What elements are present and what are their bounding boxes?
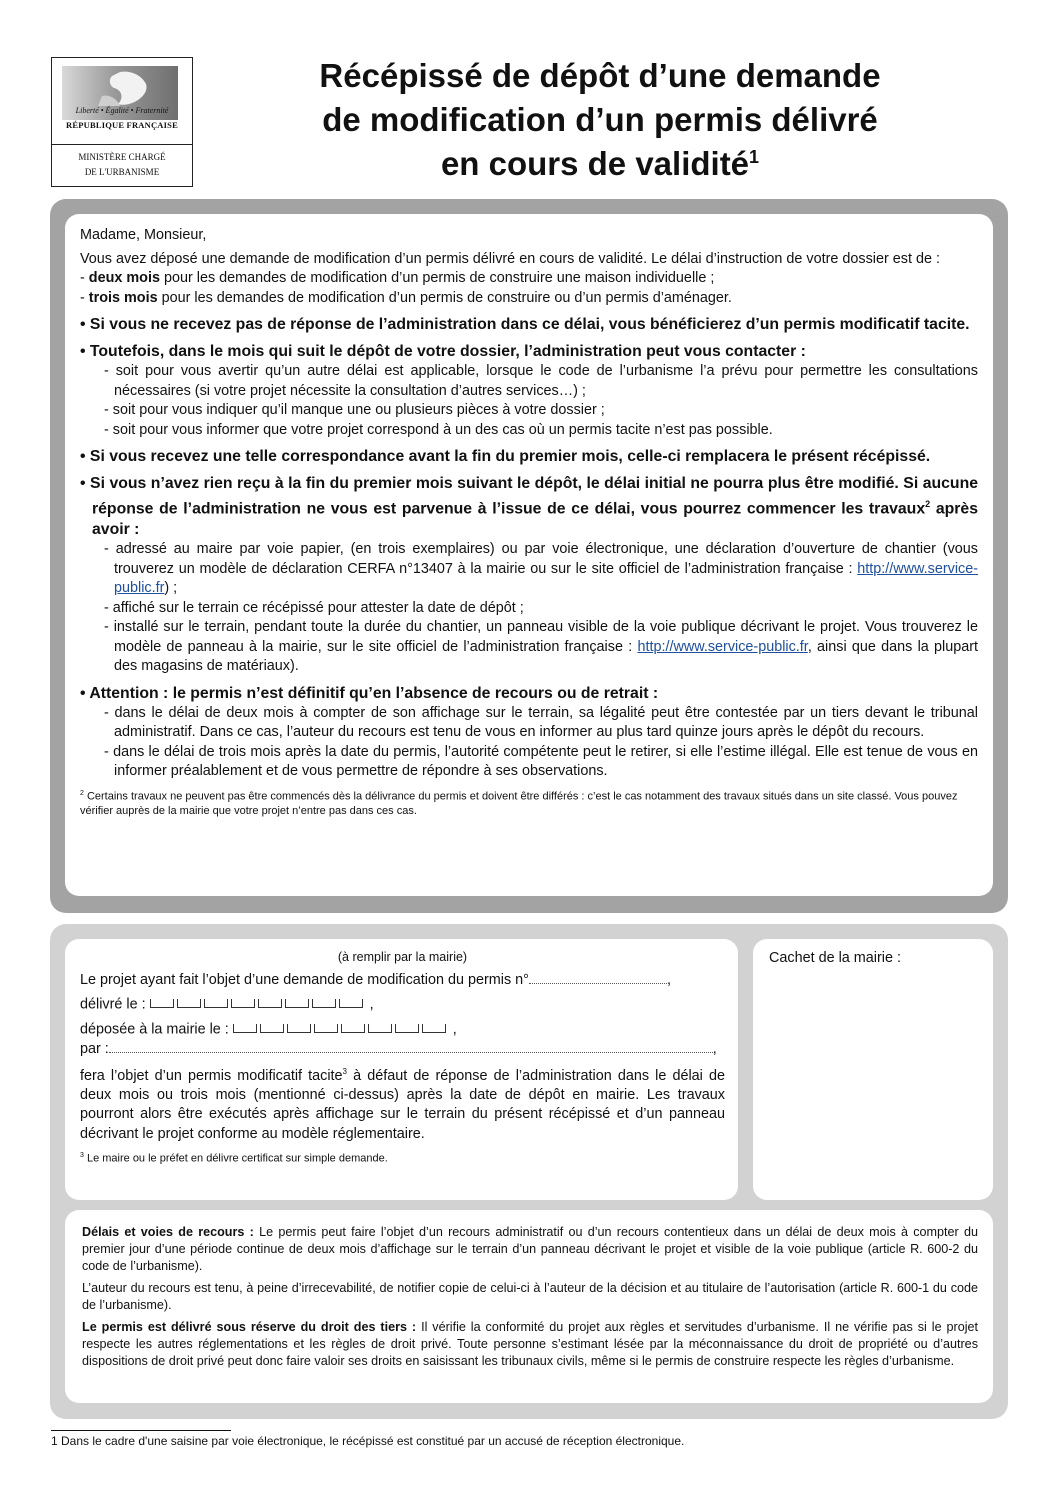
footnote-divider	[51, 1430, 231, 1431]
info-text	[80, 226, 978, 823]
footnote-3	[80, 1148, 725, 1167]
service-public-link-1[interactable]: http://www.service-public.fr	[114, 560, 979, 597]
deposited-date-comma: ,	[452, 1021, 457, 1038]
greeting: Madame, Monsieur,	[80, 227, 207, 243]
deposited-date-label: déposée à la mairie le :	[80, 1021, 229, 1038]
delay-2-text: pour les demandes de modification d’un permis de construire ou d’un permis d’aménager.	[157, 289, 732, 306]
title-line-3-text: en cours de validité	[440, 145, 750, 182]
ministry-line-1: MINISTÈRE CHARGÉ	[78, 152, 166, 162]
works-footnote-marker: 2	[925, 499, 931, 509]
works-item-3: - installé sur le terrain, pendant toute la durée du chantier, un panneau visible de la voie publique décrivant le projet. Vous trouverez le modèle de panneau à la mairie, sur le site officiel de l’administration française : http://www.service-public.fr, ainsi que dans la plupart des magasins de matériaux).	[104, 619, 979, 675]
by-field[interactable]	[109, 1040, 713, 1053]
bullet-attention: • Attention : le permis n’est définitif qu’en l’absence de recours ou de retrait :	[80, 684, 659, 702]
bullet-correspondence-text: Si vous recevez une telle correspondance avant la fin du premier mois, celle-ci remplacera le présent récépissé.	[89, 448, 931, 465]
contact-item-3: - soit pour vous informer que votre projet correspond à un des cas où un permis tacite n’est pas possible.	[104, 421, 773, 438]
permit-number-comma: ,	[666, 971, 671, 988]
contact-item-3-text: soit pour vous informer que votre projet correspond à un des cas où un permis tacite n’est pas possible.	[112, 421, 773, 438]
footnote-3-text: Le maire ou le préfet en délivre certificat sur simple demande.	[83, 1153, 388, 1166]
ministry-line-2: DE L'URBANISME	[84, 167, 160, 177]
bullet-contact: • Toutefois, dans le mois qui suit le dépôt de votre dossier, l’administration peut vous contacter :	[80, 343, 806, 360]
attention-item-1-text: dans le délai de deux mois à compter de son affichage sur le terrain, sa légalité peut être contestée par un tiers devant le tribunal administratif. Dans ce cas, l’auteur du recours est tenu de vous en informer au plus tard quinze jours après le dépôt du recours.	[114, 704, 978, 741]
delivered-date-row	[80, 995, 725, 1015]
by-comma: ,	[712, 1041, 717, 1058]
recours-paragraph	[82, 1224, 978, 1275]
bullet-tacit: • Si vous ne recevez pas de réponse de l’administration dans ce délai, vous bénéficierez d’un permis modificatif tacite.	[80, 316, 970, 333]
permit-number-field[interactable]	[529, 971, 667, 984]
title-line-2: de modification d’un permis délivré	[322, 101, 878, 138]
mairie-form	[80, 948, 725, 1167]
works-item-2: - affiché sur le terrain ce récépissé pour attester la date de dépôt ;	[104, 599, 524, 616]
permit-number-row	[80, 971, 725, 991]
delay-2-bold: trois mois	[88, 289, 158, 306]
footnote-3-marker: 3	[342, 1066, 347, 1076]
page-title	[215, 54, 985, 186]
delay-item-2: - trois mois pour les demandes de modification d’un permis de construire ou d’un permis d’aménager.	[80, 289, 732, 306]
service-public-link-2[interactable]: http://www.service-public.fr	[637, 638, 808, 655]
contact-item-2: - soit pour vous indiquer qu’il manque une ou plusieurs pièces à votre dossier ;	[104, 402, 605, 418]
tacit-text-a: fera l’objet d’un permis modificatif tacite	[80, 1067, 343, 1084]
title-line-1: Récépissé de dépôt d’une demande	[319, 57, 881, 94]
deposited-date-field[interactable]	[233, 1020, 449, 1040]
stamp-label: Cachet de la mairie :	[769, 950, 901, 966]
bullet-tacit-text: Si vous ne recevez pas de réponse de l’administration dans ce délai, vous bénéficierez d’un permis modificatif tacite.	[89, 316, 970, 333]
delay-1-text: pour les demandes de modification d’un permis de construire une maison individuelle ;	[159, 270, 715, 286]
works-item-3-text: installé sur le terrain, pendant toute la durée du chantier, un panneau visible de la voie publique décrivant le projet. Vous trouverez le modèle de panneau à la mairie, sur le site officiel de l’administration française :	[113, 619, 978, 655]
deposited-date-row	[80, 1020, 725, 1040]
by-row	[80, 1040, 725, 1060]
delivered-date-field[interactable]	[150, 995, 366, 1015]
tacit-permit-text	[80, 1062, 725, 1145]
delay-item-1: - deux mois pour les demandes de modification d’un permis de construire une maison individuelle ;	[80, 270, 715, 286]
intro-text: Vous avez déposé une demande de modification d’un permis délivré en cours de validité. Le délai d’instruction de votre dossier est de :	[80, 250, 940, 267]
tiers-bold: Le permis est délivré sous réserve du droit des tiers :	[82, 1320, 417, 1334]
contact-item-2-text: soit pour vous indiquer qu’il manque une ou plusieurs pièces à votre dossier ;	[112, 402, 605, 418]
delivered-date-comma: ,	[369, 996, 374, 1013]
attention-item-2-text: dans le délai de trois mois après la date du permis, l’autorité compétente peut le retirer, si elle l’estime illégal. Elle est tenue de vous en informer préalablement et de vous permettre de répondre à ses observations.	[113, 743, 978, 780]
works-item-1-text: adressé au maire par voie papier, (en trois exemplaires) ou par voie électronique, une déclaration d’ouverture de chantier (vous trouverez un modèle de déclaration CERFA n°13407 à la mairie ou sur le site officiel de l’administration française :	[114, 541, 978, 577]
marianne-logo-block	[51, 57, 193, 187]
logo-divider	[52, 144, 192, 145]
works-item-1-end: ) ;	[164, 580, 178, 597]
bullet-contact-text: Toutefois, dans le mois qui suit le dépôt de votre dossier, l’administration peut vous contacter :	[89, 343, 806, 360]
legal-text	[82, 1224, 978, 1375]
footnote-1: 1 Dans le cadre d'une saisine par voie électronique, le récépissé est constitué par un accusé de réception électronique.	[51, 1434, 685, 1448]
bullet-attention-text: Attention : le permis n’est définitif qu’en l’absence de recours ou de retrait :	[89, 684, 659, 702]
delivered-date-label: délivré le :	[80, 996, 146, 1013]
footnote-3-num: 3	[80, 1152, 84, 1160]
bullet-start-works: • Si vous n’avez rien reçu à la fin du premier mois suivant le dépôt, le délai initial ne pourra plus être modifié. Si aucune réponse de l’administration ne vous est parvenue à l’issue de ce délai, vous pourrez commencer les travaux$^2$ après avoir :	[80, 475, 978, 539]
title-footnote-marker: 1	[749, 147, 760, 167]
tiers-text: Il vérifie la conformité du projet aux règles et servitudes d’urbanisme. Il ne vérifie pas si le projet respecte les autres réglementations et les règles de droit privé. Toute personne s’estimant lésée par la méconnaissance du droit de propriété ou d’autres dispositions de droit privé peut donc faire valoir ses droits en saisissant les tribunaux civils, même si le permis de construire respecte les règles d’urbanisme.	[82, 1320, 979, 1368]
bullet-correspondence: • Si vous recevez une telle correspondance avant la fin du premier mois, celle-ci remplacera le présent récépissé.	[80, 448, 931, 465]
logo-republic: RÉPUBLIQUE FRANÇAISE	[66, 120, 178, 130]
form-caption: (à remplir par la mairie)	[337, 950, 468, 964]
tacit-text-b: à défaut de réponse de l’administration dans le délai de deux mois ou trois mois (mentionné ci-dessus) après la date de dépôt en mairie. Les travaux pourront alors être exécutés après affichage sur le terrain du présent récépissé et d’un panneau décrivant le projet conforme au modèle réglementaire.	[80, 1067, 725, 1142]
title-line-3	[215, 142, 985, 186]
works-item-2-text: affiché sur le terrain ce récépissé pour attester la date de dépôt ;	[112, 599, 524, 616]
bullet-start-works-text-a: Si vous n’avez rien reçu à la fin du premier mois suivant le dépôt, le délai initial ne pourra plus être modifié. Si aucune réponse de l’administration ne vous est parvenue à l’issue de ce délai, vous pourrez commencer les travaux	[90, 475, 978, 518]
recours-text: Le permis peut faire l’objet d’un recours administratif ou d’un recours contentieux dans un délai de deux mois à compter du premier jour d’une période continue de deux mois d’affichage sur le terrain d’un panneau décrivant le projet et visible de la voie publique (article R. 600-2 du code de l’urbanisme).	[82, 1225, 978, 1273]
footnote-2-marker: 2	[80, 789, 84, 797]
attention-item-2: - dans le délai de trois mois après la date du permis, l’autorité compétente peut le retirer, si elle l’estime illégal. Elle est tenue de vous en informer préalablement et de vous permettre de répondre à ses observations.	[104, 743, 978, 780]
auteur-paragraph: L’auteur du recours est tenu, à peine d’irrecevabilité, de notifier copie de celui-ci à l’auteur de la décision et au titulaire de l’autorisation (article R. 600-1 du code de l’urbanisme).	[82, 1281, 978, 1312]
by-label: par :	[80, 1041, 109, 1058]
recours-bold: Délais et voies de recours :	[82, 1225, 254, 1239]
contact-item-1: - soit pour vous avertir qu’un autre délai est applicable, lorsque le code de l’urbanisme l’a prévu pour permettre les consultations nécessaires (si votre projet nécessite la consultation d’autres services…) ;	[104, 363, 978, 399]
works-item-1: - adressé au maire par voie papier, (en trois exemplaires) ou par voie électronique, une déclaration d’ouverture de chantier (vous trouverez un modèle de déclaration CERFA n°13407 à la mairie ou sur le site officiel de l’administration française : http://www.service-public.fr) ;	[104, 541, 979, 597]
contact-item-1-text: soit pour vous avertir qu’un autre délai est applicable, lorsque le code de l’urbanisme l’a prévu pour permettre les consultations nécessaires (si votre projet nécessite la consultation d’autres services…) ;	[114, 363, 978, 399]
bullet-start-works-text-b: après avoir :	[92, 500, 978, 539]
stamp-panel	[753, 939, 993, 1200]
tiers-paragraph	[82, 1319, 978, 1370]
footnote-2	[80, 786, 978, 820]
footnote-2-text: Certains travaux ne peuvent pas être commencés dès la délivrance du permis et doivent être différés : c’est le cas notamment des travaux situés dans un site classé. Vous pouvez vérifier auprès de la mairie que votre projet n’entre pas dans ces cas.	[80, 790, 958, 818]
logo-motto: Liberté • Égalité • Fraternité	[75, 106, 169, 115]
permit-number-label: Le projet ayant fait l’objet d’une demande de modification du permis n°	[80, 971, 529, 988]
attention-item-1: - dans le délai de deux mois à compter de son affichage sur le terrain, sa légalité peut être contestée par un tiers devant le tribunal administratif. Dans ce cas, l’auteur du recours est tenu de vous en informer au plus tard quinze jours après le dépôt du recours.	[104, 704, 978, 741]
delay-1-bold: deux mois	[88, 270, 160, 286]
ministry-label	[56, 150, 188, 180]
works-item-3-end: , ainsi que dans la plupart des magasins de matériaux).	[114, 638, 979, 675]
